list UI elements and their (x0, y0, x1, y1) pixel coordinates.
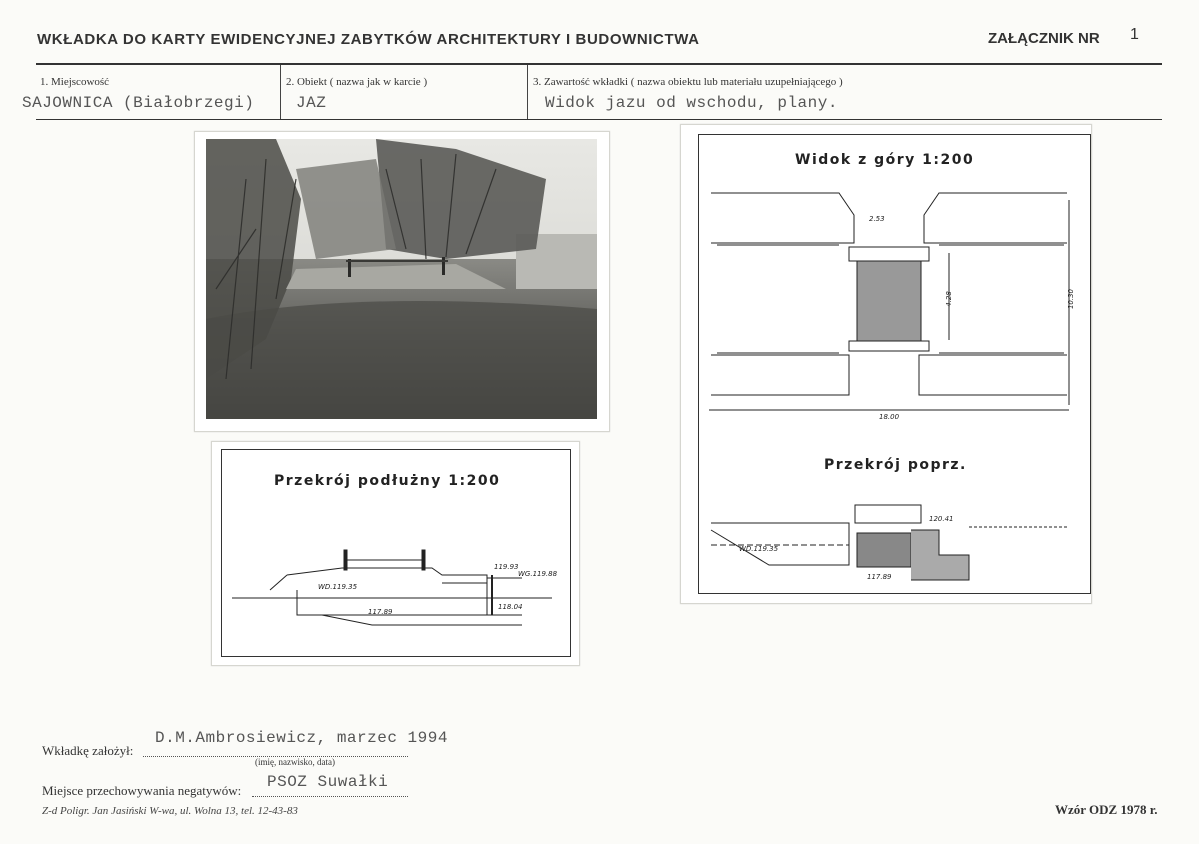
plan-frame (698, 134, 1091, 594)
cross-section-title: Przekrój poprz. (824, 457, 967, 473)
field-divider-1 (280, 65, 281, 119)
author-hint: (imię, nazwisko, data) (255, 757, 335, 767)
author-label: Wkładkę założył: (42, 743, 134, 758)
long-section-drawing (222, 450, 570, 656)
place-value: SAJOWNICA (Białobrzegi) (22, 94, 255, 112)
author-value: D.M.Ambrosiewicz, marzec 1994 (155, 729, 448, 747)
long-section-title: Przekrój podłużny 1:200 (274, 473, 501, 489)
top-view-title: Widok z góry 1:200 (795, 152, 975, 168)
dim-total-height: 10.30 (1067, 288, 1076, 310)
field-divider-2 (527, 65, 528, 119)
photo-mount (194, 131, 610, 432)
weir-photo (206, 139, 597, 419)
storage-label: Miejsce przechowywania negatywów: (42, 783, 242, 798)
cross-label-top: 120.41 (929, 515, 954, 523)
object-label: 2. Obiekt ( nazwa jak w karcie ) (286, 76, 428, 88)
content-label: 3. Zawartość wkładki ( nazwa obiektu lub materiału uzupełniającego ) (533, 76, 843, 88)
top-view-drawing (699, 135, 1090, 593)
place-label: 1. Miejscowość (40, 76, 110, 88)
content-value: Widok jazu od wschodu, plany. (545, 94, 838, 112)
annex-number: 1 (1130, 26, 1139, 43)
long-label-wg: WG.119.88 (518, 570, 558, 578)
storage-value: PSOZ Suwałki (267, 773, 389, 791)
long-label-top: 119.93 (494, 563, 519, 571)
long-label-wd: WD.119.35 (318, 583, 358, 591)
cross-label-bottom: 117.89 (867, 573, 892, 581)
dim-length: 4.28 (944, 291, 953, 307)
object-value: JAZ (296, 94, 327, 112)
header-rule-top (36, 63, 1162, 65)
long-section-frame (221, 449, 571, 657)
header-rule-bottom (36, 119, 1162, 120)
dim-width: 2.53 (869, 215, 885, 223)
plan-mount (680, 124, 1092, 604)
printer-info: Z-d Poligr. Jan Jasiński W-wa, ul. Wolna 13, tel. 12-43-83 (42, 805, 298, 817)
form-title: WKŁADKA DO KARTY EWIDENCYJNEJ ZABYTKÓW ARCHITEKTURY I BUDOWNICTWA (37, 31, 700, 48)
cross-label-wd: WD.119.35 (739, 545, 779, 553)
annex-label: ZAŁĄCZNIK NR (988, 30, 1100, 47)
long-label-bottom: 117.89 (368, 608, 393, 616)
dim-total-width: 18.00 (879, 413, 900, 421)
form-code: Wzór ODZ 1978 r. (1055, 802, 1158, 817)
long-section-mount (211, 441, 580, 666)
long-label-lower: 118.04 (498, 603, 523, 611)
